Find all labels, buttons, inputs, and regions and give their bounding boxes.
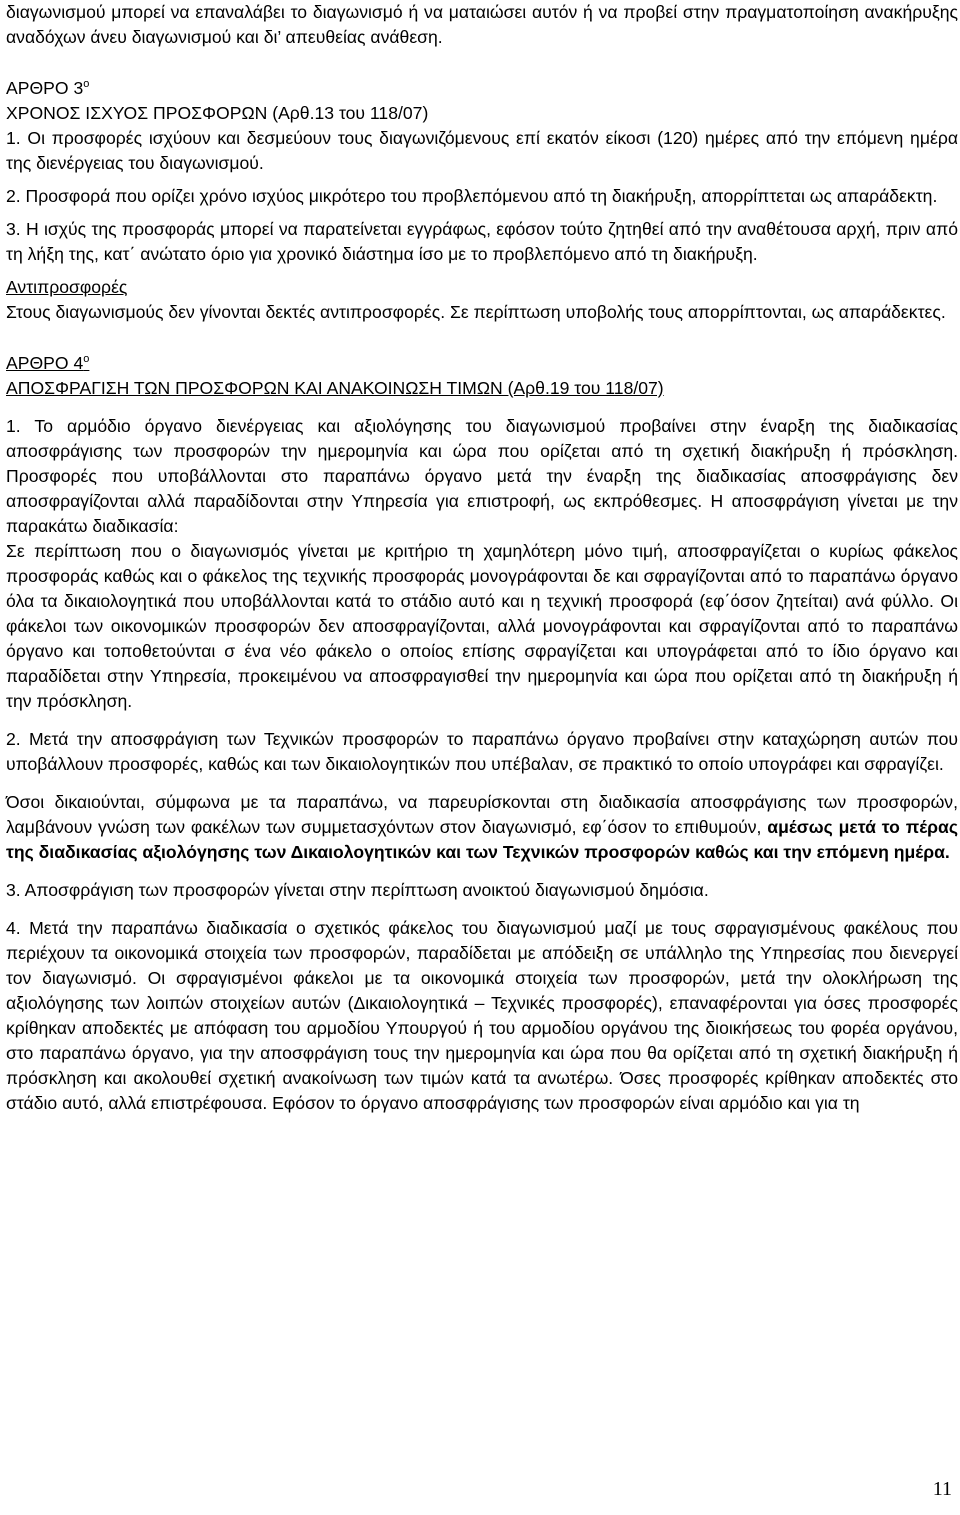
article-4-title: ΑΠΟΣΦΡΑΓΙΣΗ ΤΩΝ ΠΡΟΣΦΟΡΩΝ ΚΑΙ ΑΝΑΚΟΙΝΩΣΗ ΤΙΜΩΝ (Αρθ.19 του 118/07) — [6, 378, 664, 398]
article-3-title: ΧΡΟΝΟΣ ΙΣΧΥΟΣ ΠΡΟΣΦΟΡΩΝ (Αρθ.13 του 118/07) — [6, 103, 429, 123]
article-3-paragraph-2: 2. Προσφορά που ορίζει χρόνο ισχύος μικρότερο του προβλεπόμενου από τη διακήρυξη, απορρίπτεται ως απαράδεκτη. — [6, 186, 938, 206]
article-4-note-paragraph — [6, 790, 958, 865]
page-number: 11 — [932, 1478, 952, 1500]
counter-offers-heading: Αντιπροσφορές — [6, 277, 128, 297]
article-3-ordinal: ο — [83, 78, 90, 91]
article-4-label-text: ΑΡΘΡΟ 4 — [6, 353, 84, 373]
article-3-paragraph-3: 3. Η ισχύς της προσφοράς μπορεί να παρατείνεται εγγράφως, εφόσον τούτο ζητηθεί από την αναθέτουσα αρχή, πριν από τη λήξη της, κατ΄ ανώτατο όριο για χρονικό διάστημα ίσο με το προβλεπόμενο από τη διακήρυξη. — [6, 219, 958, 264]
document-page — [6, 0, 958, 1116]
article-3-label-text: ΑΡΘΡΟ 3 — [6, 78, 84, 98]
note-plain-text: Όσοι δικαιούνται, σύμφωνα με τα παραπάνω, να παρευρίσκονται στη διαδικασία αποσφράγισης των προσφορών, λαμβάνουν γνώση των φακέλων των συμμετασχόντων στον διαγωνισμό, εφ΄όσον το επιθυμούν, — [6, 792, 958, 837]
article-4-label — [6, 351, 958, 376]
article-4-paragraph-1b: Σε περίπτωση που ο διαγωνισμός γίνεται με κριτήριο τη χαμηλότερη μόνο τιμή, αποσφραγίζεται ο κυρίως φάκελος προσφοράς καθώς και ο φάκελος της τεχνικής προσφοράς μονογράφονται δε και σφραγίζονται από το παραπάνω όργανο όλα τα δικαιολογητικά που υποβάλλονται κατά το στάδιο αυτό και η τεχνική προσφορά (εφ΄όσον ζητείται) ανά φύλλο. Οι φάκελοι των οικονομικών προσφορών δεν αποσφραγίζονται, αλλά μονογράφονται και σφραγίζονται από το παραπάνω όργανο και τοποθετούνται σ ένα νέο φάκελο ο οποίος επίσης σφραγίζεται και υπογράφεται από το ίδιο όργανο και παραδίδεται στην Υπηρεσία, προκειμένου να αποσφραγισθεί την ημερομηνία και ώρα που ορίζεται από τη διακήρυξη ή την πρόσκληση. — [6, 541, 958, 711]
article-4-paragraph-4: 4. Μετά την παραπάνω διαδικασία ο σχετικός φάκελος του διαγωνισμού μαζί με τους σφραγισμένους φακέλους που περιέχουν τα οικονομικά στοιχεία των προσφορών, παραδίδεται με απόδειξη σε υπάλληλο της Υπηρεσίας που διενεργεί τον διαγωνισμό. Οι σφραγισμένοι φάκελοι με τα οικονομικά στοιχεία των προσφορών, μετά την ολοκλήρωση της αξιολόγησης των λοιπών στοιχείων αυτών (Δικαιολογητικά – Τεχνικές προσφορές), επαναφέρονται για όσες προσφορές κρίθηκαν αποδεκτές με απόφαση του αρμοδίου Υπουργού ή του αρμοδίου οργάνου της διοικήσεως του φορέα οργάνου, στο παραπάνω όργανο, για την αποσφράγιση τους την ημερομηνία και ώρα που θα ορίζεται από τη σχετική διακήρυξη ή πρόσκληση και ακολουθεί σχετική ανακοίνωση των τιμών κατά τα ανωτέρω. Όσες προσφορές κρίθηκαν αποδεκτές στο στάδιο αυτό, αλλά επιστρέφουσα. Εφόσον το όργανο αποσφράγισης των προσφορών είναι αρμόδιο και για τη — [6, 918, 958, 1113]
article-4-paragraph-3: 3. Αποσφράγιση των προσφορών γίνεται στην περίπτωση ανοικτού διαγωνισμού δημόσια. — [6, 880, 709, 900]
article-4-paragraph-1: 1. Το αρμόδιο όργανο διενέργειας και αξιολόγησης του διαγωνισμού προβαίνει στην έναρξη της διαδικασίας αποσφράγισης των προσφορών την ημερομηνία και ώρα που ορίζεται από τη σχετική διακήρυξη ή πρόσκληση. Προσφορές που υποβάλλονται στο παραπάνω όργανο μετά την έναρξη της διαδικασίας αποσφράγισης δεν αποσφραγίζονται αλλά παραδίδονται στην Υπηρεσία για επιστροφή, ως εκπρόθεσμες. Η αποσφράγιση γίνεται με την παρακάτω διαδικασία: — [6, 416, 958, 536]
note-bold-text: αμέσως μετά το πέρας της διαδικασίας αξιολόγησης των Δικαιολογητικών και των Τεχνικών προσφορών καθώς και την επόμενη ημέρα. — [6, 817, 958, 862]
intro-paragraph: διαγωνισμού μπορεί να επαναλάβει το διαγωνισμό ή να ματαιώσει αυτόν ή να προβεί στην πραγματοποίηση ανακήρυξης αναδόχων άνευ διαγωνισμού και δι’ απευθείας ανάθεση. — [6, 2, 958, 47]
article-4-paragraph-2: 2. Μετά την αποσφράγιση των Τεχνικών προσφορών το παραπάνω όργανο προβαίνει στην καταχώρηση αυτών που υποβάλλουν προσφορές, καθώς και των δικαιολογητικών που υπέβαλαν, σε πρακτικό το οποίο υπογράφει και σφραγίζει. — [6, 729, 958, 774]
article-3-label — [6, 76, 958, 101]
counter-offers-paragraph: Στους διαγωνισμούς δεν γίνονται δεκτές αντιπροσφορές. Σε περίπτωση υποβολής τους απορρίπτονται, ως απαράδεκτες. — [6, 302, 946, 322]
article-4-ordinal: ο — [83, 353, 90, 366]
article-3-paragraph-1: 1. Οι προσφορές ισχύουν και δεσμεύουν τους διαγωνιζόμενους επί εκατόν είκοσι (120) ημέρες από την επόμενη ημέρα της διενέργειας του διαγωνισμού. — [6, 128, 958, 173]
